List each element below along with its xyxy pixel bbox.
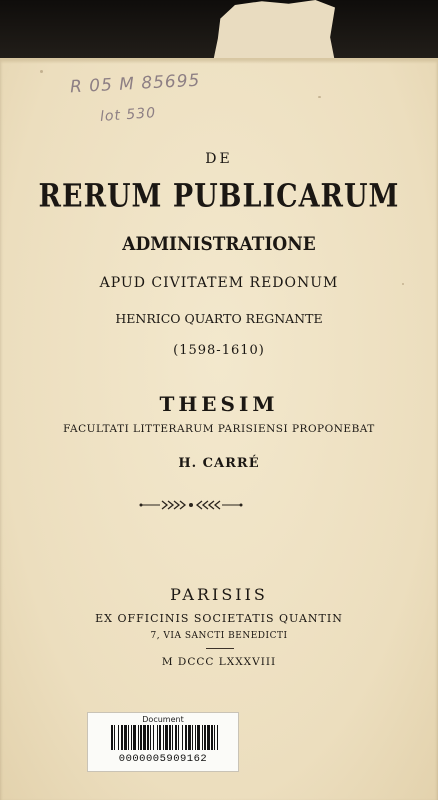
- imprint-printer: EX OFFICINIS SOCIETATIS QUANTIN: [95, 612, 343, 625]
- barcode-bar: [178, 725, 179, 750]
- author-name: H. CARRÉ: [178, 456, 260, 471]
- barcode-bar: [175, 725, 177, 750]
- barcode-bar: [182, 725, 183, 750]
- title-years: (1598-1610): [173, 343, 265, 358]
- barcode-number: 0000005909162: [118, 753, 208, 765]
- barcode-bar: [211, 725, 213, 750]
- barcode-bar: [172, 725, 173, 750]
- barcode-bar: [111, 725, 113, 750]
- imprint-city: PARISIIS: [170, 585, 268, 604]
- barcode-bar: [195, 725, 196, 750]
- thesis-heading: THESIM: [159, 392, 279, 416]
- barcode-bar: [169, 725, 171, 750]
- title-reign: HENRICO QUARTO REGNANTE: [115, 311, 323, 326]
- torn-paper-fragment: [213, 0, 335, 62]
- barcode-bar: [153, 725, 154, 750]
- barcode-bar: [165, 725, 168, 750]
- barcode-bar: [147, 725, 149, 750]
- subtitle: ADMINISTRATIONE: [122, 233, 316, 256]
- faculty-line: FACULTATI LITTERARUM PARISIENSI PROPONEBAT: [63, 423, 375, 435]
- barcode-bar: [118, 725, 119, 750]
- barcode-bar: [157, 725, 158, 750]
- title-place: APUD CIVITATEM REDONUM: [99, 275, 339, 291]
- barcode-bar: [133, 725, 136, 750]
- main-title: RERUM PUBLICARUM: [38, 178, 400, 215]
- imprint-address: 7, VIA SANCTI BENEDICTI: [150, 631, 288, 641]
- library-barcode-label: [87, 712, 239, 772]
- barcode-icon: [110, 725, 220, 750]
- foxing-spot: [40, 70, 43, 73]
- barcode-bar: [202, 725, 203, 750]
- pencil-lot-number: lot 530: [99, 105, 157, 125]
- barcode-bar: [188, 725, 191, 750]
- barcode-bar: [163, 725, 164, 750]
- imprint-divider: [206, 648, 234, 649]
- pencil-shelfmark: R 05 M 85695: [69, 70, 201, 98]
- foxing-spot: [318, 96, 321, 98]
- barcode-bar: [121, 725, 123, 750]
- barcode-bar: [140, 725, 142, 750]
- barcode-bar: [185, 725, 187, 750]
- barcode-bar: [124, 725, 127, 750]
- title-preposition: DE: [205, 151, 233, 167]
- barcode-bar: [197, 725, 200, 750]
- barcode-bar: [192, 725, 193, 750]
- barcode-bar: [214, 725, 215, 750]
- barcode-bar: [128, 725, 129, 750]
- barcode-bar: [150, 725, 151, 750]
- barcode-bar: [217, 725, 218, 750]
- barcode-bar: [138, 725, 139, 750]
- barcode-bar: [159, 725, 161, 750]
- label-title: Document: [142, 715, 184, 724]
- ornamental-rule-icon: [138, 498, 244, 512]
- barcode-bar: [207, 725, 210, 750]
- barcode-bar: [204, 725, 206, 750]
- page-top-edge: [0, 58, 438, 64]
- barcode-bar: [131, 725, 132, 750]
- imprint-date: M DCCC LXXXVIII: [161, 656, 277, 668]
- barcode-bar: [143, 725, 146, 750]
- barcode-bar: [114, 725, 115, 750]
